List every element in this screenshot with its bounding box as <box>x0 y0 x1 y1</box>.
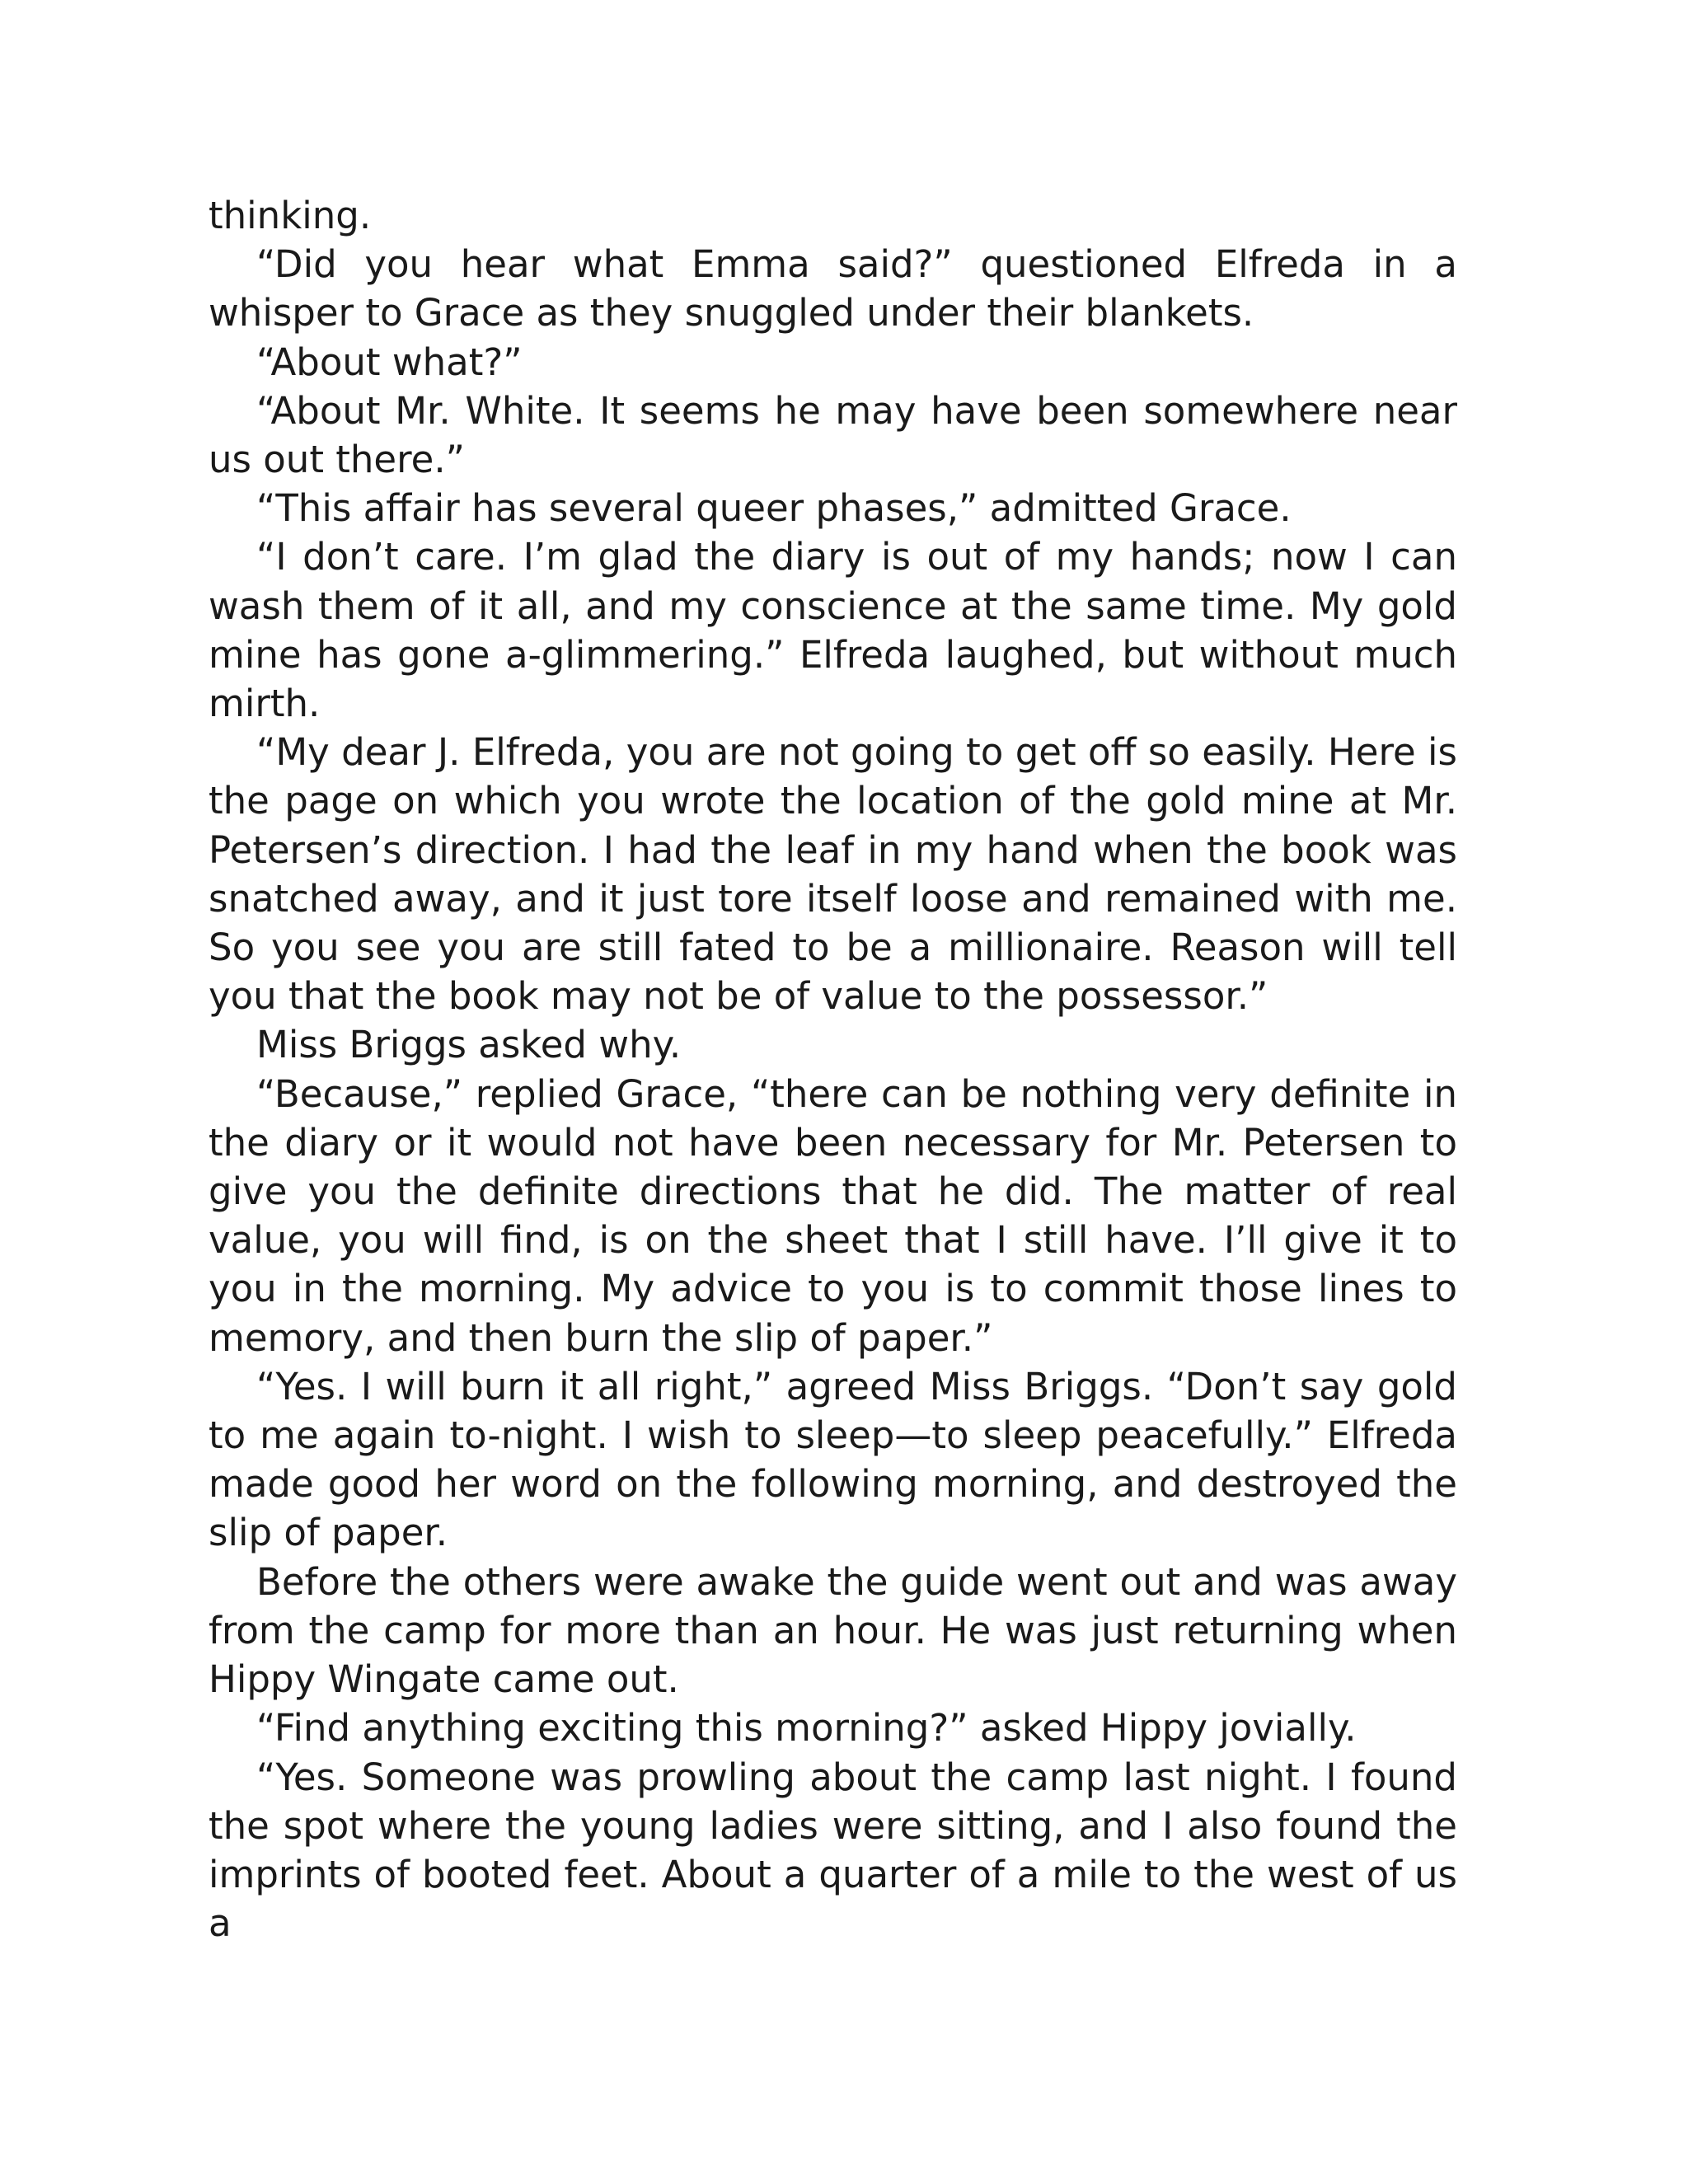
paragraph: “Yes. I will burn it all right,” agreed Miss Briggs. “Don’t say gold to me again to-night. I wish to sleep—to sleep peacefully.” Elfreda made good her word on the following morning, and destroyed the slip of paper. <box>209 1364 1457 1555</box>
paragraph: “Find anything exciting this morning?” asked Hippy jovially. <box>256 1706 1357 1750</box>
paragraph: “Because,” replied Grace, “there can be nothing very definite in the diary or it would not have been necessary for Mr. Petersen to give you the definite directions that he did. The matter of real value, you will find, is on the sheet that I still have. I’ll give it to you in the morning. My advice to you is to commit those lines to memory, and then burn the slip of paper.” <box>209 1071 1457 1360</box>
paragraph-continuation: thinking. <box>209 194 372 237</box>
paragraph: “About Mr. White. It seems he may have been somewhere near us out there.” <box>209 388 1457 482</box>
book-page <box>209 191 1457 1947</box>
paragraph: “My dear J. Elfreda, you are not going to get off so easily. Here is the page on which you wrote the location of the gold mine at Mr. Petersen’s direction. I had the leaf in my hand when the book was snatched away, and it just tore itself loose and remained with me. So you see you are still fated to be a millionaire. Reason will tell you that the book may not be of value to the possessor.” <box>209 730 1457 1019</box>
paragraph: “I don’t care. I’m glad the diary is out of my hands; now I can wash them of it all, and my conscience at the same time. My gold mine has gone a-glimmering.” Elfreda laughed, but without much mirth. <box>209 535 1457 726</box>
paragraph: Miss Briggs asked why. <box>256 1023 682 1067</box>
paragraph: Before the others were awake the guide went out and was away from the camp for more than an hour. He was just returning when Hippy Wingate came out. <box>209 1559 1457 1702</box>
paragraph: “Did you hear what Emma said?” questioned Elfreda in a whisper to Grace as they snuggled under their blankets. <box>209 242 1457 335</box>
paragraph: “Yes. Someone was prowling about the camp last night. I found the spot where the young ladies were sitting, and I also found the imprints of booted feet. About a quarter of a mile to the west of us a <box>209 1755 1457 1946</box>
paragraph: “About what?” <box>256 340 523 384</box>
paragraph: “This affair has several queer phases,” admitted Grace. <box>256 486 1292 531</box>
